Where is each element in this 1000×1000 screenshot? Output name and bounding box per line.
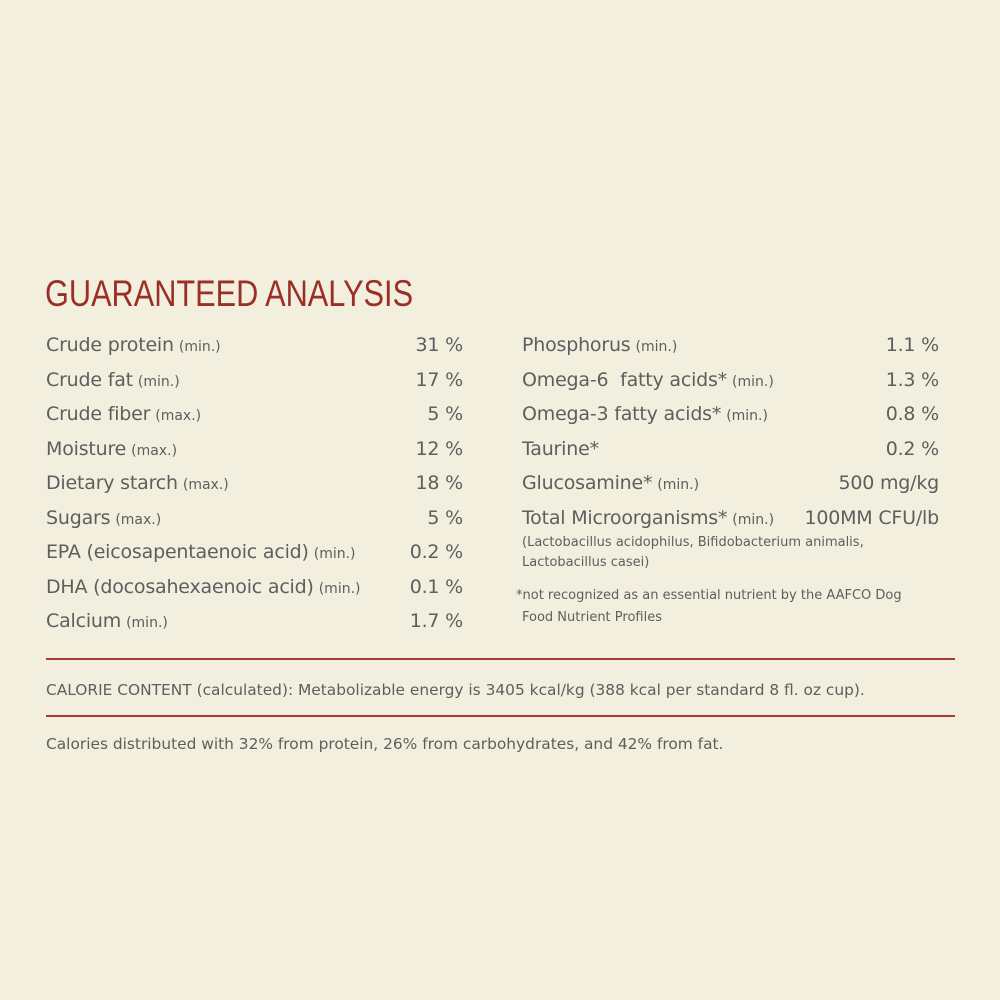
nutrient-qualifier: (max.): [155, 408, 202, 424]
nutrient-qualifier: (min.): [732, 511, 775, 528]
nutrient-value: 100MM CFU/lb: [804, 506, 939, 529]
nutrient-name: Omega-3 fatty acids*: [522, 403, 722, 425]
nutrient-label: [46, 472, 229, 494]
nutrient-row: [46, 438, 463, 473]
nutrient-row: [522, 403, 939, 438]
nutrient-label: [522, 507, 774, 529]
nutrient-row: [522, 334, 939, 369]
nutrient-label: [46, 403, 201, 425]
footnote: [516, 585, 939, 629]
nutrient-value: 1.7 %: [409, 610, 463, 632]
nutrient-name: Crude protein: [46, 334, 174, 356]
nutrient-name: Dietary starch: [46, 472, 178, 494]
nutrient-value: 17 %: [415, 368, 463, 391]
nutrient-name: Crude fiber: [46, 403, 151, 425]
nutrient-qualifier: (min.): [318, 580, 361, 597]
nutrient-label: [46, 334, 221, 356]
nutrient-label: [46, 438, 177, 460]
nutrient-row: [522, 438, 939, 473]
nutrient-row: [46, 334, 463, 369]
calorie-distribution: Calories distributed with 32% from protein, 26% from carbohydrates, and 42% from fat.: [46, 735, 724, 753]
microorganisms-note-line: Lactobacillus casei): [522, 555, 650, 570]
nutrient-row: [46, 576, 463, 611]
nutrient-name: EPA (eicosapentaenoic acid): [46, 541, 309, 563]
nutrient-value: 0.1 %: [409, 575, 463, 598]
nutrient-value: 1.3 %: [885, 368, 939, 391]
nutrient-label: [522, 369, 774, 391]
nutrient-name: Sugars: [46, 506, 111, 529]
nutrient-qualifier: (min.): [137, 373, 180, 390]
nutrient-name: Omega-6 fatty acids*: [522, 368, 728, 391]
nutrient-label: [46, 610, 168, 632]
nutrient-qualifier: (max.): [182, 477, 229, 493]
nutrient-name: Total Microorganisms*: [522, 506, 728, 529]
nutrient-label: [46, 541, 356, 563]
nutrient-value: 12 %: [415, 437, 463, 460]
nutrient-qualifier: (min.): [726, 408, 768, 424]
nutrient-row: [522, 472, 939, 507]
nutrient-name: Calcium: [46, 610, 122, 632]
nutrient-qualifier: (max.): [115, 511, 162, 528]
nutrient-label: [522, 403, 768, 425]
nutrient-label: [46, 507, 161, 529]
divider: [46, 658, 955, 660]
nutrient-qualifier: (min.): [732, 373, 774, 390]
nutrient-row: [46, 541, 463, 576]
nutrient-label: [522, 438, 604, 460]
nutrient-row: [46, 403, 463, 438]
nutrient-qualifier: (min.): [126, 615, 168, 631]
footnote-line: *not recognized as an essential nutrient by the AAFCO Dog: [516, 588, 902, 603]
nutrient-value: 1.1 %: [885, 334, 939, 356]
nutrient-value: 31 %: [415, 334, 463, 356]
calorie-content: CALORIE CONTENT (calculated): Metabolizable energy is 3405 kcal/kg (388 kcal per standard 8 fl. oz cup).: [46, 681, 865, 699]
nutrient-value: 5 %: [427, 403, 463, 425]
page-title: GUARANTEED ANALYSIS: [45, 273, 414, 314]
nutrient-name: DHA (docosahexaenoic acid): [46, 575, 314, 598]
nutrient-name: Moisture: [46, 437, 127, 460]
nutrient-name: Glucosamine*: [522, 472, 653, 494]
nutrient-row: [46, 369, 463, 404]
nutrient-value: 0.8 %: [885, 403, 939, 425]
nutrient-qualifier: (min.): [313, 546, 356, 562]
nutrient-row: [46, 610, 463, 645]
nutrient-value: 0.2 %: [885, 437, 939, 460]
nutrient-qualifier: (max.): [131, 442, 178, 459]
left-nutrient-column: [46, 334, 463, 645]
nutrient-label: [522, 472, 699, 494]
nutrient-name: Crude fat: [46, 368, 133, 391]
nutrient-qualifier: (min.): [657, 477, 700, 493]
nutrient-value: 0.2 %: [409, 541, 463, 563]
nutrient-label: [46, 369, 180, 391]
footnote-line: Food Nutrient Profiles: [522, 610, 662, 625]
nutrient-value: 500 mg/kg: [838, 472, 939, 494]
microorganisms-note: [522, 533, 939, 573]
nutrient-qualifier: (min.): [635, 339, 678, 355]
divider: [46, 715, 955, 717]
nutrient-row: [46, 507, 463, 542]
nutrient-qualifier: (min.): [178, 339, 221, 355]
right-nutrient-column: [516, 334, 939, 629]
nutrient-row: [522, 369, 939, 404]
nutrient-value: 5 %: [427, 506, 463, 529]
nutrient-value: 18 %: [415, 472, 463, 494]
nutrient-label: [46, 576, 361, 598]
microorganisms-note-line: (Lactobacillus acidophilus, Bifidobacterium animalis,: [522, 535, 864, 550]
nutrient-name: Phosphorus: [522, 334, 631, 356]
nutrient-name: Taurine*: [522, 437, 599, 460]
nutrient-row: [46, 472, 463, 507]
nutrient-label: [522, 334, 677, 356]
